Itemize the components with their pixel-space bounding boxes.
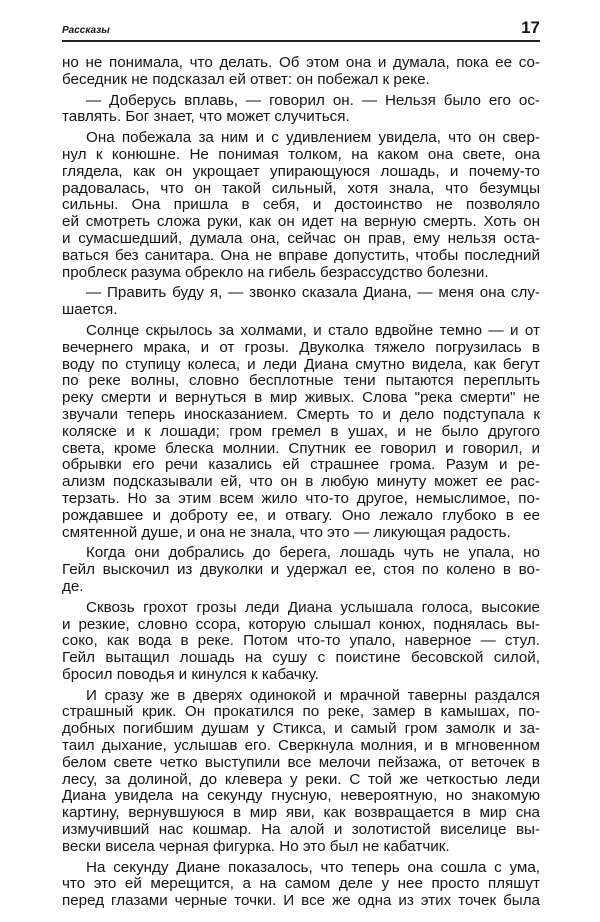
page-number: 17 xyxy=(521,18,540,37)
paragraph xyxy=(62,130,540,281)
paragraph xyxy=(62,688,540,856)
text-line: — Править буду я, — звонко сказала Диана, — меня она слу- xyxy=(86,284,540,302)
running-title: Рассказы xyxy=(62,25,110,36)
text-line: лесу, за долиной, до клевера у реки. С той же четкостью леди xyxy=(62,770,540,788)
text-line: Солнце скрылось за холмами, и стало вдвойне темно — и от xyxy=(86,321,540,339)
text-line: рождавшее и доброту ее, и отвагу. Оно лежало глубоко в ее xyxy=(62,506,540,524)
text-line: нул к конюшне. Не понимая толком, на каком она свете, она xyxy=(62,145,540,163)
paragraph xyxy=(62,860,540,910)
text-line: картину, вернувшуюся в мир яви, как возвращается в мир сна xyxy=(62,804,540,822)
text-line: проблеск разума обрекло на гибель безрассудство болезни. xyxy=(62,263,489,281)
text-line: соко, как вода в реке. Потом что-то упало, наверное — стул. xyxy=(62,632,540,650)
text-line: Гейл вытащил лошадь на сушу с поистине бесовской силой, xyxy=(62,649,540,667)
text-line: бросил поводья и кинулся к кабачку. xyxy=(62,665,319,683)
text-line: терзать. Но за этим всем жило что-то другое, немыслимое, по- xyxy=(62,489,540,507)
paragraph xyxy=(62,545,540,595)
text-line: реку смерти и вернуться в мир живых. Слова "река смерти" не xyxy=(62,389,540,407)
text-line: перед глазами черные точки. И все же одна из этих точек была xyxy=(62,892,540,910)
paragraph xyxy=(62,285,540,319)
paragraph xyxy=(62,93,540,127)
text-line: глядела, как он укрощает упирающуюся лошадь, и почему-то xyxy=(62,162,540,180)
text-line: На секунду Диане показалось, что теперь она сошла с ума, xyxy=(86,858,540,876)
text-line: звучали теперь иносказанием. Смерть то и дело подступала к xyxy=(62,405,540,423)
text-line: обрывки его речи казались ей страшнее грома. Разум и ре- xyxy=(62,456,540,474)
paragraph xyxy=(62,323,540,541)
text-line: сильны. Она пришла в себя, и достоинство не позволяло xyxy=(62,196,540,214)
text-line: Она побежала за ним и с удивлением увидела, что он свер- xyxy=(86,129,540,147)
text-line: смятенной душе, и она не знала, что это — ликующая радость. xyxy=(62,523,511,541)
body-text xyxy=(62,55,540,914)
text-line: и сумасшедший, думала она, сейчас он прав, ему нельзя оста- xyxy=(62,229,540,247)
text-line: Когда они добрались до берега, лошадь чуть не упала, но xyxy=(86,544,540,562)
text-line: вески висела черная фигурка. Но это был не кабатчик. xyxy=(62,837,450,855)
text-line: Гейл выскочил из двуколки и удержал ее, стоя по колено в во- xyxy=(62,561,540,579)
text-line: по реке волны, словно бесплотные тени пытаются переплыть xyxy=(62,372,540,390)
text-line: света, кроме блеска молнии. Спутник ее говорил и говорил, и xyxy=(62,439,540,457)
text-line: страшный крик. Он прокатился по реке, замер в камышах, по- xyxy=(62,703,540,721)
text-line: радовалась, что он такой сильный, хотя знала, что безумцы xyxy=(62,179,540,197)
text-line: ваться без санитара. Она не вправе допустить, чтобы последний xyxy=(62,246,540,264)
text-line: вечернего мрака, и от грозы. Двуколка тяжело погрузилась в xyxy=(62,338,540,356)
text-line: шается. xyxy=(62,301,118,319)
text-line: И сразу же в дверях одинокой и мрачной таверны раздался xyxy=(86,686,540,704)
text-line: ей смотреть сложа руки, как он идет на верную смерть. Хоть он xyxy=(62,213,540,231)
paragraph xyxy=(62,600,540,684)
text-line: добных погибшим душам у Стикса, и самый гром замолк и за- xyxy=(62,720,540,738)
text-line: белом свете четко выступили все мелочи пейзажа, от веточек в xyxy=(62,753,540,771)
paragraph xyxy=(62,55,540,89)
text-line: измучивший нас кошмар. На алой и золотистой виселице вы- xyxy=(62,821,540,839)
text-line: что это ей мерещится, а на самом деле у нее просто пляшут xyxy=(62,875,540,893)
text-line: Сквозь грохот грозы леди Диана услышала голоса, высокие xyxy=(86,598,540,616)
text-line: тавлять. Бог знает, что может случиться. xyxy=(62,108,350,126)
text-line: коляске и к лошади; гром гремел в ушах, и не было другого xyxy=(62,422,540,440)
text-line: воду по ступицу колеса, и леди Диана смутно видела, как бегут xyxy=(62,355,540,373)
text-line: де. xyxy=(62,577,84,595)
text-line: ализм подсказывали ей, что он в любую минуту может ее рас- xyxy=(62,473,540,491)
header-rule xyxy=(62,40,540,42)
text-line: — Доберусь вплавь, — говорил он. — Нельзя было его ос- xyxy=(86,91,540,109)
text-line: таил дыхание, услышав его. Сверкнула молния, и в мгновенном xyxy=(62,737,540,755)
text-line: беседник не подсказал ей ответ: он побежал к реке. xyxy=(62,70,430,88)
text-line: Диана увидела на секунду гнусную, невероятную, но знакомую xyxy=(62,787,540,805)
text-line: но не понимала, что делать. Об этом она и думала, пока ее со- xyxy=(62,54,540,71)
text-line: и резкие, словно ссора, которую слышал конюх, поднялась вы- xyxy=(62,615,540,633)
page-header xyxy=(62,18,540,42)
